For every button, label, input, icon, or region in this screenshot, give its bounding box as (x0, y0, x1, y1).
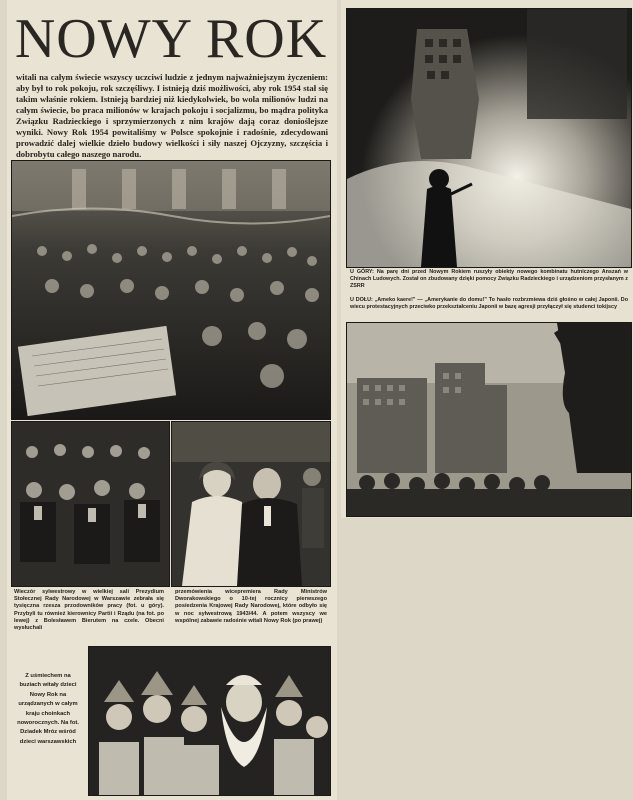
dancing-couple-photo (171, 421, 331, 587)
article-lead: witali na całym świecie wszyscy uczciwi ludzie z jednym najważniejszym życzeniem: aby był to rok pokoju, rok szczęśliwy. I istnieją dziś możliwości, aby rok 1954 stał się takim właśnie rokiem. Istnieją bardziej niż kiedykolwiek, bo wola milionów ludzi na całym świecie, bo praca milionów w krajach pokoju i socjalizmu, bo mądra polityka Związku Radzieckiego i sprzymierzonych z nim krajów dają coraz donioślejsze wyniki. Nowy Rok 1954 powitaliśmy w Polsce spokojnie i radośnie, zdecydowani prowadzić dalej wielkie dzieło budowy wielkości i siły naszej Ojczyzny, szczęścia i dobrobytu całego naszego narodu. (16, 72, 328, 159)
steel-mill-worker-photo (346, 8, 632, 268)
ball-caption-left: Wieczór sylwestrowy w wielkiej sali Prezydium Stołecznej Rady Narodowej w Warszawie zebrała się tysięczna rzesza przodowników pracy (fot. u góry). Przybyli tu również kierownicy Partii i Rządu (na fot. po lewej) z Bolesławem Bierutem na czele. Obecni wysłuchali (14, 589, 164, 632)
tokyo-student-protest-photo (346, 322, 632, 517)
children-caption: Z uśmiechem na buziach witały dzieci Nowy Rok na urządzanych w całym kraju choinkach noworocznych. Na fot. Dziadek Mróz wśród dzieci warszawskich (17, 673, 79, 745)
steelworks-caption: U GÓRY: Na parę dni przed Nowym Rokiem ruszyły obiekty nowego kombinatu hutniczego Anszań w Chinach Ludowych. Został on zbudowany dzięki pomocy Związku Radzieckiego i urządzeniom przysłanym z ZSRR (350, 269, 628, 289)
party-leaders-seated-photo (11, 421, 170, 587)
protest-caption: U DOŁU: „Ameko kaere!" — „Amerykanie do domu!" To hasło rozbrzmiewa dziś głośno w całej Japonii. Do wiecu protestacyjnych przeciwko przekształceniu Japonii w bazę agresji przyłączył się studenci tokijscy (350, 297, 628, 310)
ball-caption-right: przemówienia wicepremiera Rady Ministrów Dworakowskiego o 10-tej rocznicy pierwszego posiedzenia Krajowej Rady Narodowej, które odbyło się w noc sylwestrową 1943/44. A potem wszyscy we wspólnej zabawie radośnie witali Nowy Rok (po prawej) (175, 589, 327, 624)
crowd-in-ballroom-photo (11, 160, 331, 420)
grandfather-frost-with-children-photo (88, 646, 331, 796)
article-title: NOWY ROK (14, 8, 328, 70)
